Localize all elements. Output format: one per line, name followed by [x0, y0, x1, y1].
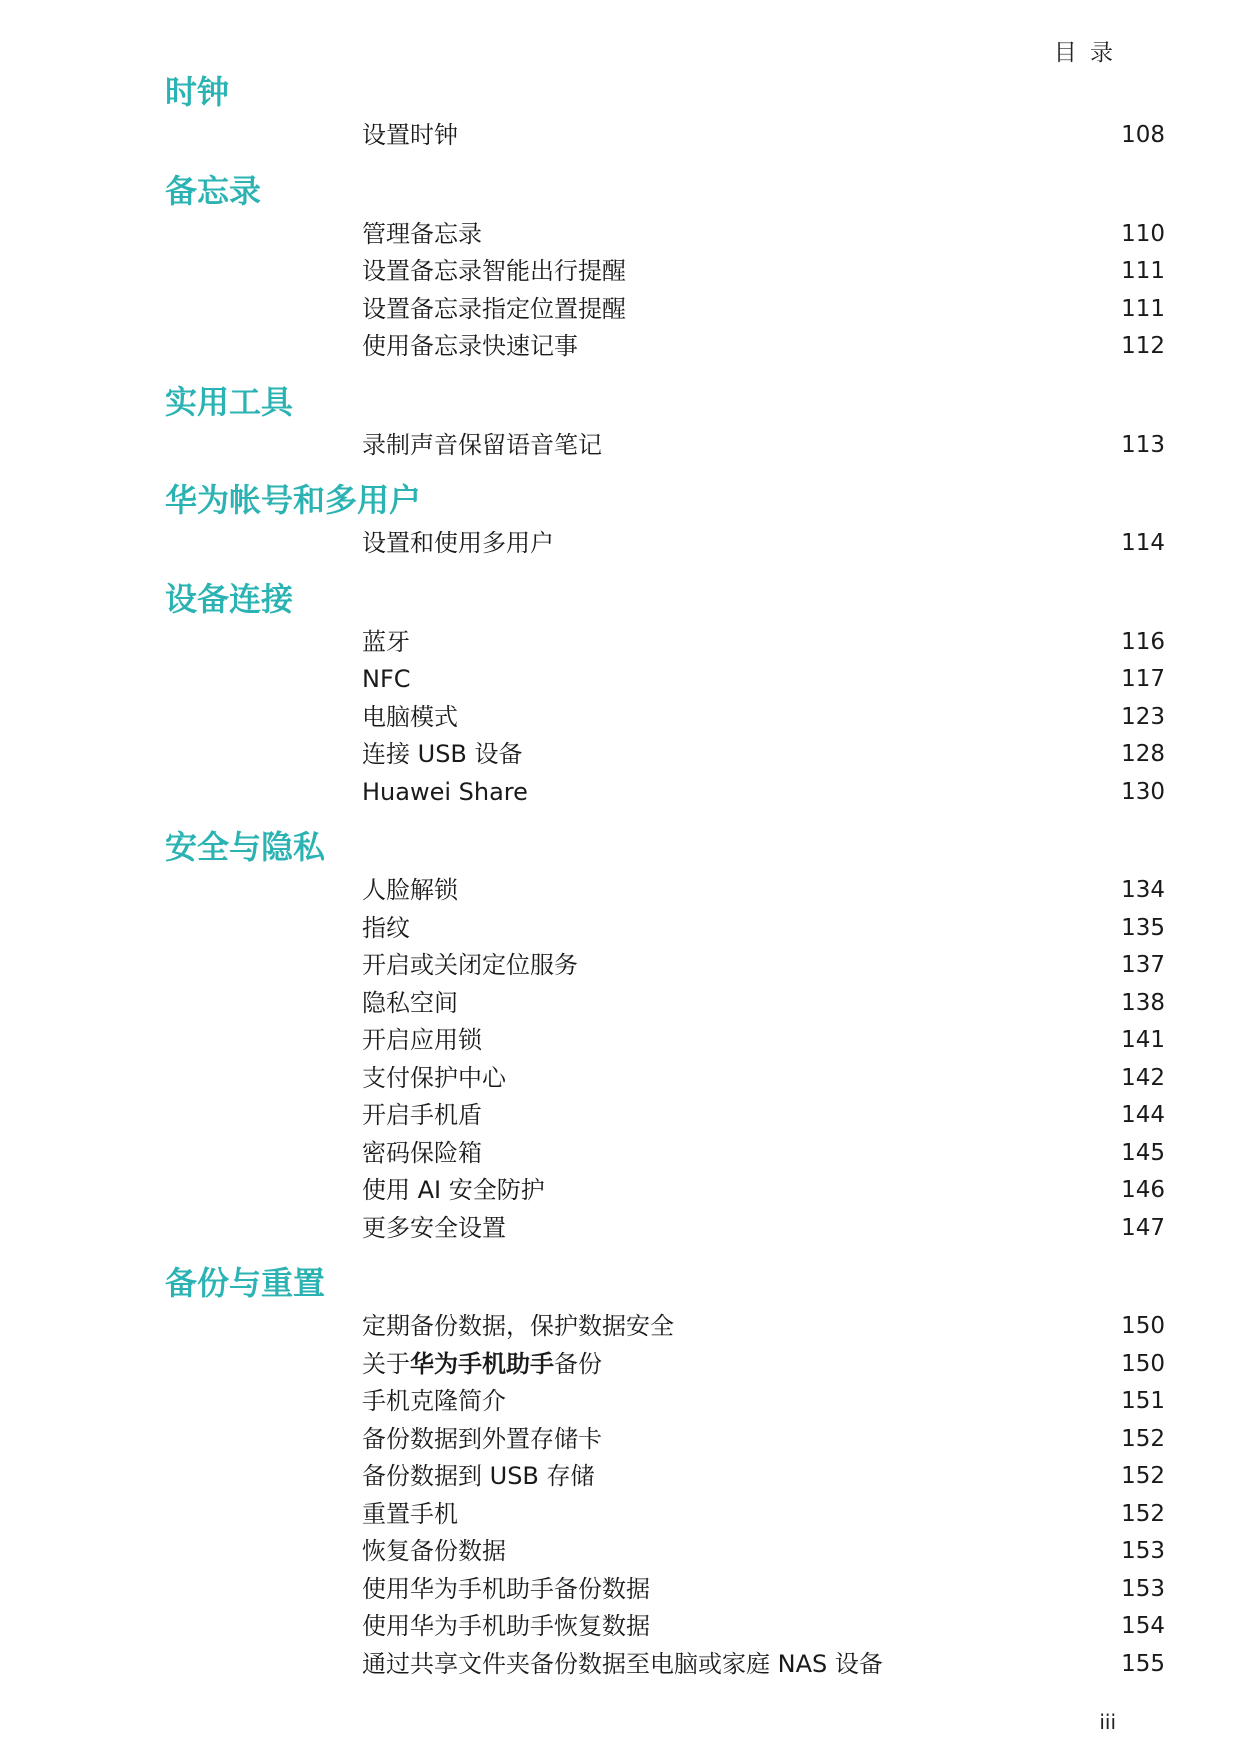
entry-page-number: 137	[1121, 952, 1165, 978]
entry-title: 管理备忘录	[362, 219, 482, 248]
entry-title: 蓝牙	[362, 627, 410, 656]
entry-page-number: 113	[1121, 431, 1165, 458]
entry-page-number: 117	[1121, 666, 1165, 692]
page-header-title: 目 录	[1053, 40, 1116, 66]
toc-entry[interactable]	[165, 624, 1165, 662]
toc-entry[interactable]	[165, 699, 1165, 737]
entry-page-number: 111	[1121, 295, 1165, 322]
entry-title	[362, 1346, 602, 1384]
toc-entry[interactable]	[165, 1533, 1165, 1571]
entry-title: 设置和使用多用户	[362, 529, 554, 557]
entry-page-number: 153	[1121, 1538, 1165, 1564]
toc-entry[interactable]	[165, 1383, 1165, 1421]
toc-entry[interactable]	[165, 1172, 1165, 1210]
entry-title: 备份数据到 USB 存储	[362, 1462, 595, 1490]
entry-title-prefix: 关于	[362, 1349, 410, 1378]
toc-entry[interactable]	[165, 910, 1165, 948]
section-title[interactable]: 实用工具	[165, 382, 294, 421]
toc-entry[interactable]	[165, 1608, 1165, 1646]
entry-page-number: 145	[1121, 1139, 1165, 1166]
entry-title: 设置时钟	[362, 121, 458, 149]
toc-entry[interactable]	[165, 216, 1165, 254]
entry-page-number: 114	[1121, 530, 1165, 556]
entry-title: 使用 AI 安全防护	[362, 1176, 545, 1204]
section-title[interactable]: 安全与隐私	[165, 828, 326, 866]
entry-title: 开启或关闭定位服务	[362, 951, 578, 979]
entry-title: 开启手机盾	[362, 1101, 482, 1129]
entry-page-number: 142	[1121, 1064, 1165, 1091]
entry-page-number: 155	[1121, 1650, 1165, 1677]
toc-entry[interactable]	[165, 328, 1165, 366]
toc-entry[interactable]	[165, 1346, 1165, 1384]
entry-page-number: 141	[1121, 1027, 1165, 1053]
entry-title-suffix: 备份	[554, 1349, 602, 1378]
entry-title: 设置备忘录智能出行提醒	[362, 257, 626, 285]
entry-page-number: 151	[1121, 1388, 1165, 1414]
section-title[interactable]: 备忘录	[165, 171, 262, 210]
entry-page-number: 123	[1121, 703, 1165, 730]
entry-title: 指纹	[362, 913, 410, 942]
entry-page-number: 110	[1121, 220, 1165, 247]
entry-title: 更多安全设置	[362, 1213, 506, 1242]
toc-entry[interactable]	[165, 1496, 1165, 1534]
entry-title: 恢复备份数据	[362, 1537, 506, 1565]
entry-title: 定期备份数据，保护数据安全	[362, 1312, 674, 1340]
entry-page-number: 134	[1121, 877, 1165, 903]
entry-page-number: 150	[1121, 1313, 1165, 1339]
entry-page-number: 146	[1121, 1177, 1165, 1203]
toc-entry[interactable]	[165, 774, 1165, 812]
toc-entry[interactable]	[165, 1022, 1165, 1060]
entry-title: 重置手机	[362, 1499, 458, 1528]
entry-title: 手机克隆简介	[362, 1387, 506, 1415]
toc-section-clock	[165, 72, 1165, 155]
toc-entry[interactable]	[165, 1458, 1165, 1496]
section-title[interactable]: 设备连接	[165, 579, 294, 618]
toc-section-security-privacy	[165, 827, 1165, 1247]
entry-title: Huawei Share	[362, 777, 528, 806]
toc-entry[interactable]	[165, 525, 1165, 563]
entry-page-number: 112	[1121, 333, 1165, 359]
entry-title: 密码保险箱	[362, 1138, 482, 1167]
section-title[interactable]: 时钟	[165, 73, 230, 111]
toc-section-backup-reset	[165, 1263, 1165, 1683]
toc-entry[interactable]	[165, 1308, 1165, 1346]
entry-title: 人脸解锁	[362, 876, 458, 904]
toc-entry[interactable]	[165, 1421, 1165, 1459]
toc-section-device-connection	[165, 579, 1165, 812]
toc-section-memo	[165, 171, 1165, 366]
toc-entry[interactable]	[165, 1097, 1165, 1135]
toc-entry[interactable]	[165, 1135, 1165, 1173]
toc-entry[interactable]	[165, 253, 1165, 291]
entry-title: 支付保护中心	[362, 1063, 506, 1092]
footer-page-number: iii	[1099, 1710, 1116, 1734]
entry-page-number: 108	[1121, 122, 1165, 148]
entry-page-number: 128	[1121, 741, 1165, 767]
entry-page-number: 144	[1121, 1102, 1165, 1128]
toc-entry[interactable]	[165, 947, 1165, 985]
entry-title-bold: 华为手机助手	[410, 1349, 554, 1378]
toc-entry[interactable]	[165, 427, 1165, 465]
entry-title: 使用备忘录快速记事	[362, 332, 578, 360]
entry-title: 开启应用锁	[362, 1026, 482, 1054]
toc-entry[interactable]	[165, 1571, 1165, 1609]
entry-page-number: 130	[1121, 778, 1165, 805]
table-of-contents	[165, 72, 1165, 1683]
entry-title: 备份数据到外置存储卡	[362, 1424, 602, 1453]
toc-entry[interactable]	[165, 872, 1165, 910]
toc-section-account	[165, 480, 1165, 563]
entry-page-number: 116	[1121, 628, 1165, 655]
toc-entry[interactable]	[165, 117, 1165, 155]
entry-page-number: 111	[1121, 258, 1165, 284]
toc-entry[interactable]	[165, 985, 1165, 1023]
section-title[interactable]: 备份与重置	[165, 1264, 326, 1302]
toc-entry[interactable]	[165, 736, 1165, 774]
entry-page-number: 152	[1121, 1500, 1165, 1527]
entry-page-number: 150	[1121, 1350, 1165, 1377]
entry-page-number: 135	[1121, 914, 1165, 941]
entry-page-number: 152	[1121, 1463, 1165, 1489]
entry-title: 电脑模式	[362, 702, 458, 731]
entry-page-number: 138	[1121, 989, 1165, 1016]
entry-title: 录制声音保留语音笔记	[362, 430, 602, 459]
entry-page-number: 147	[1121, 1214, 1165, 1241]
toc-entry[interactable]	[165, 661, 1165, 699]
entry-title: 设置备忘录指定位置提醒	[362, 294, 626, 323]
toc-section-tools	[165, 382, 1165, 465]
entry-title: NFC	[362, 665, 411, 693]
section-title[interactable]: 华为帐号和多用户	[165, 481, 422, 519]
entry-title: 通过共享文件夹备份数据至电脑或家庭 NAS 设备	[362, 1649, 883, 1678]
entry-page-number: 154	[1121, 1613, 1165, 1639]
entry-title: 使用华为手机助手备份数据	[362, 1574, 650, 1603]
toc-entry[interactable]	[165, 1210, 1165, 1248]
entry-title: 隐私空间	[362, 988, 458, 1017]
toc-entry[interactable]	[165, 1646, 1165, 1684]
entry-title: 连接 USB 设备	[362, 740, 523, 768]
entry-page-number: 152	[1121, 1425, 1165, 1452]
entry-title: 使用华为手机助手恢复数据	[362, 1612, 650, 1640]
entry-page-number: 153	[1121, 1575, 1165, 1602]
toc-entry[interactable]	[165, 1060, 1165, 1098]
toc-entry[interactable]	[165, 291, 1165, 329]
